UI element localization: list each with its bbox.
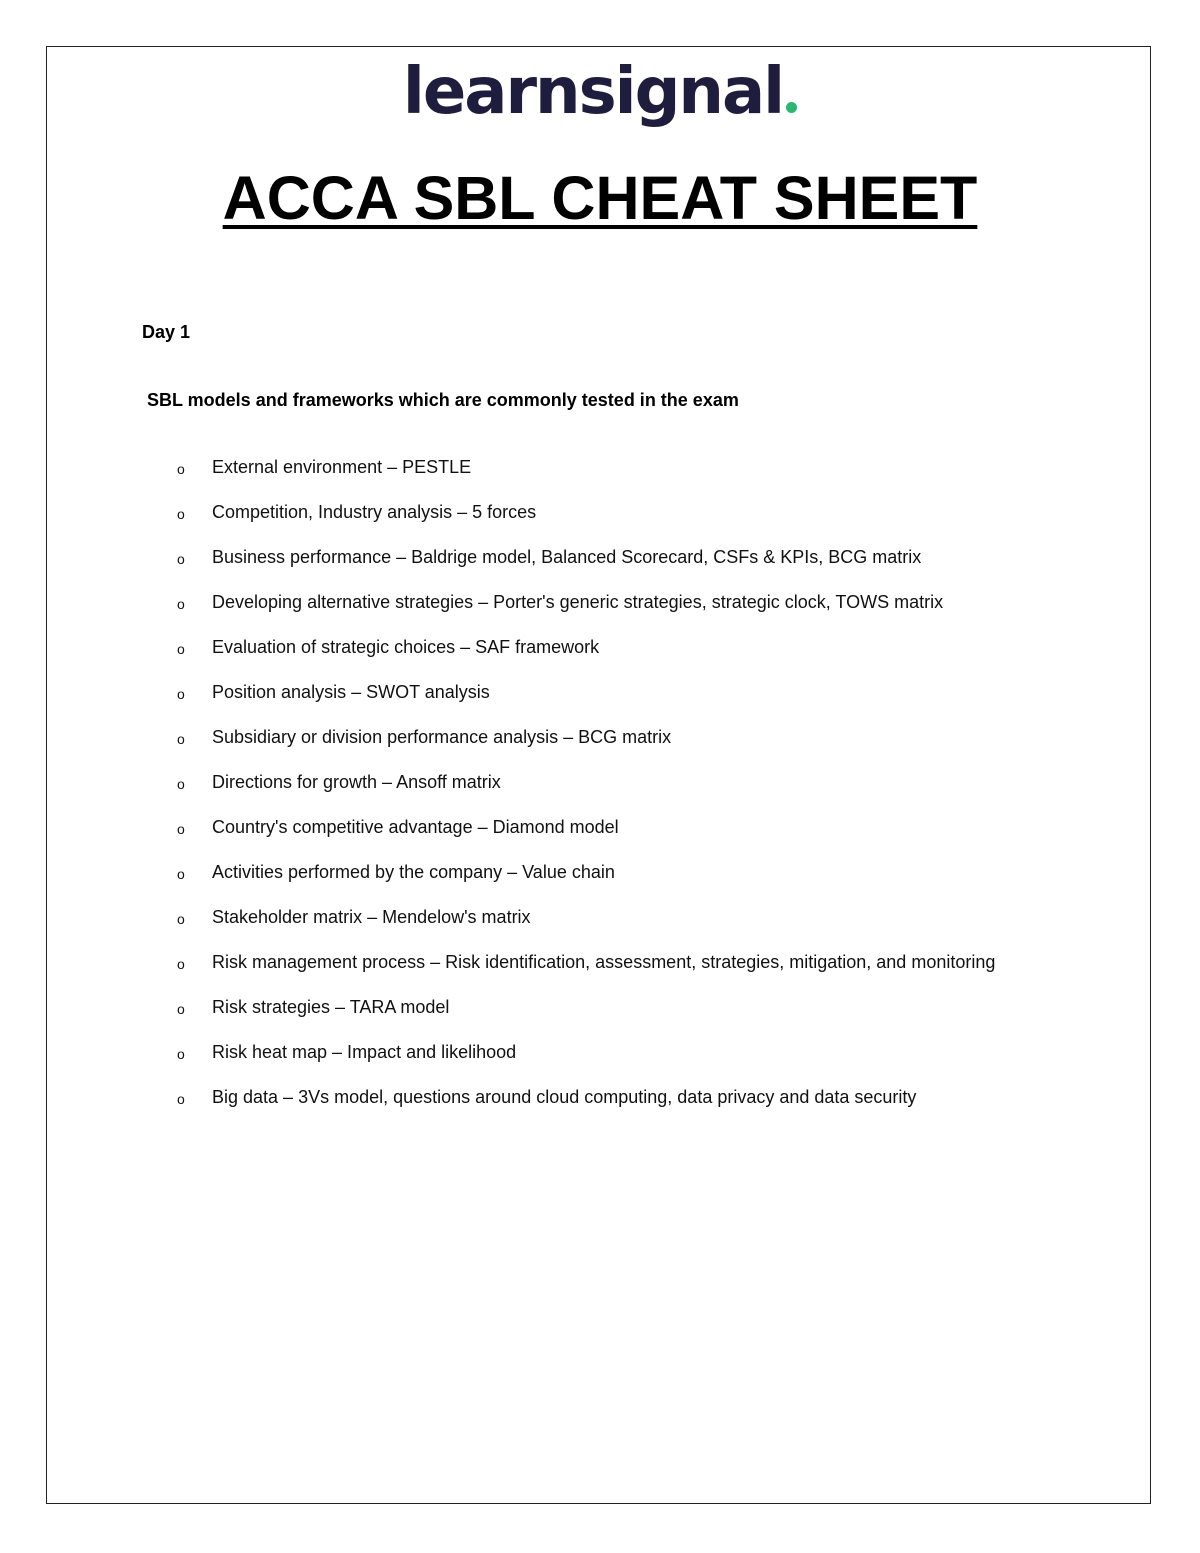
bullet-icon: o [177, 1001, 185, 1017]
bullet-icon: o [177, 731, 185, 747]
list-item-text: Developing alternative strategies – Porter's generic strategies, strategic clock, TOWS matrix [212, 592, 944, 612]
list-item [0, 1041, 1002, 1065]
list-item [0, 771, 1002, 795]
list-item [0, 1086, 1002, 1110]
list-item [0, 816, 1002, 840]
list-item-text: Big data – 3Vs model, questions around cloud computing, data privacy and data security [212, 1087, 917, 1107]
list-item [0, 951, 1002, 975]
list-item-text: Competition, Industry analysis – 5 forces [212, 502, 537, 522]
bullet-icon: o [177, 821, 185, 837]
list-item-text: External environment – PESTLE [212, 457, 472, 477]
list-item-text: Stakeholder matrix – Mendelow's matrix [212, 907, 531, 927]
list-item [0, 591, 1002, 615]
bullet-icon: o [177, 1046, 185, 1062]
models-list [0, 456, 1002, 1131]
bullet-icon: o [177, 506, 185, 522]
day-label: Day 1 [142, 322, 191, 342]
list-item [0, 501, 1002, 525]
list-item-text: Risk heat map – Impact and likelihood [212, 1042, 517, 1062]
logo-wordmark: learnsignal [402, 55, 784, 129]
bullet-icon: o [177, 461, 185, 477]
bullet-icon: o [177, 551, 185, 567]
list-item [0, 996, 1002, 1020]
list-item-text: Subsidiary or division performance analysis – BCG matrix [212, 727, 672, 747]
list-item-text: Business performance – Baldrige model, Balanced Scorecard, CSFs & KPIs, BCG matrix [212, 547, 922, 567]
list-item [0, 546, 1002, 570]
list-item-text: Evaluation of strategic choices – SAF framework [212, 637, 600, 657]
bullet-icon: o [177, 911, 185, 927]
list-item-text: Risk strategies – TARA model [212, 997, 450, 1017]
list-item [0, 636, 1002, 660]
list-item-text: Position analysis – SWOT analysis [212, 682, 490, 702]
bullet-icon: o [177, 641, 185, 657]
bullet-icon: o [177, 1091, 185, 1107]
bullet-icon: o [177, 596, 185, 612]
bullet-icon: o [177, 866, 185, 882]
list-item-text: Country's competitive advantage – Diamond model [212, 817, 619, 837]
list-item-text: Risk management process – Risk identification, assessment, strategies, mitigation, and monitoring [212, 952, 996, 972]
list-item [0, 726, 1002, 750]
bullet-icon: o [177, 686, 185, 702]
list-item [0, 681, 1002, 705]
list-item-text: Activities performed by the company – Value chain [212, 862, 615, 882]
bullet-icon: o [177, 776, 185, 792]
logo-dot-icon [786, 102, 797, 113]
list-item-text: Directions for growth – Ansoff matrix [212, 772, 501, 792]
list-item [0, 861, 1002, 885]
list-item [0, 456, 1002, 480]
bullet-icon: o [177, 956, 185, 972]
section-subtitle: SBL models and frameworks which are commonly tested in the exam [147, 390, 739, 410]
learnsignal-logo [0, 52, 1200, 132]
page-title: ACCA SBL CHEAT SHEET [222, 164, 978, 232]
list-item [0, 906, 1002, 930]
